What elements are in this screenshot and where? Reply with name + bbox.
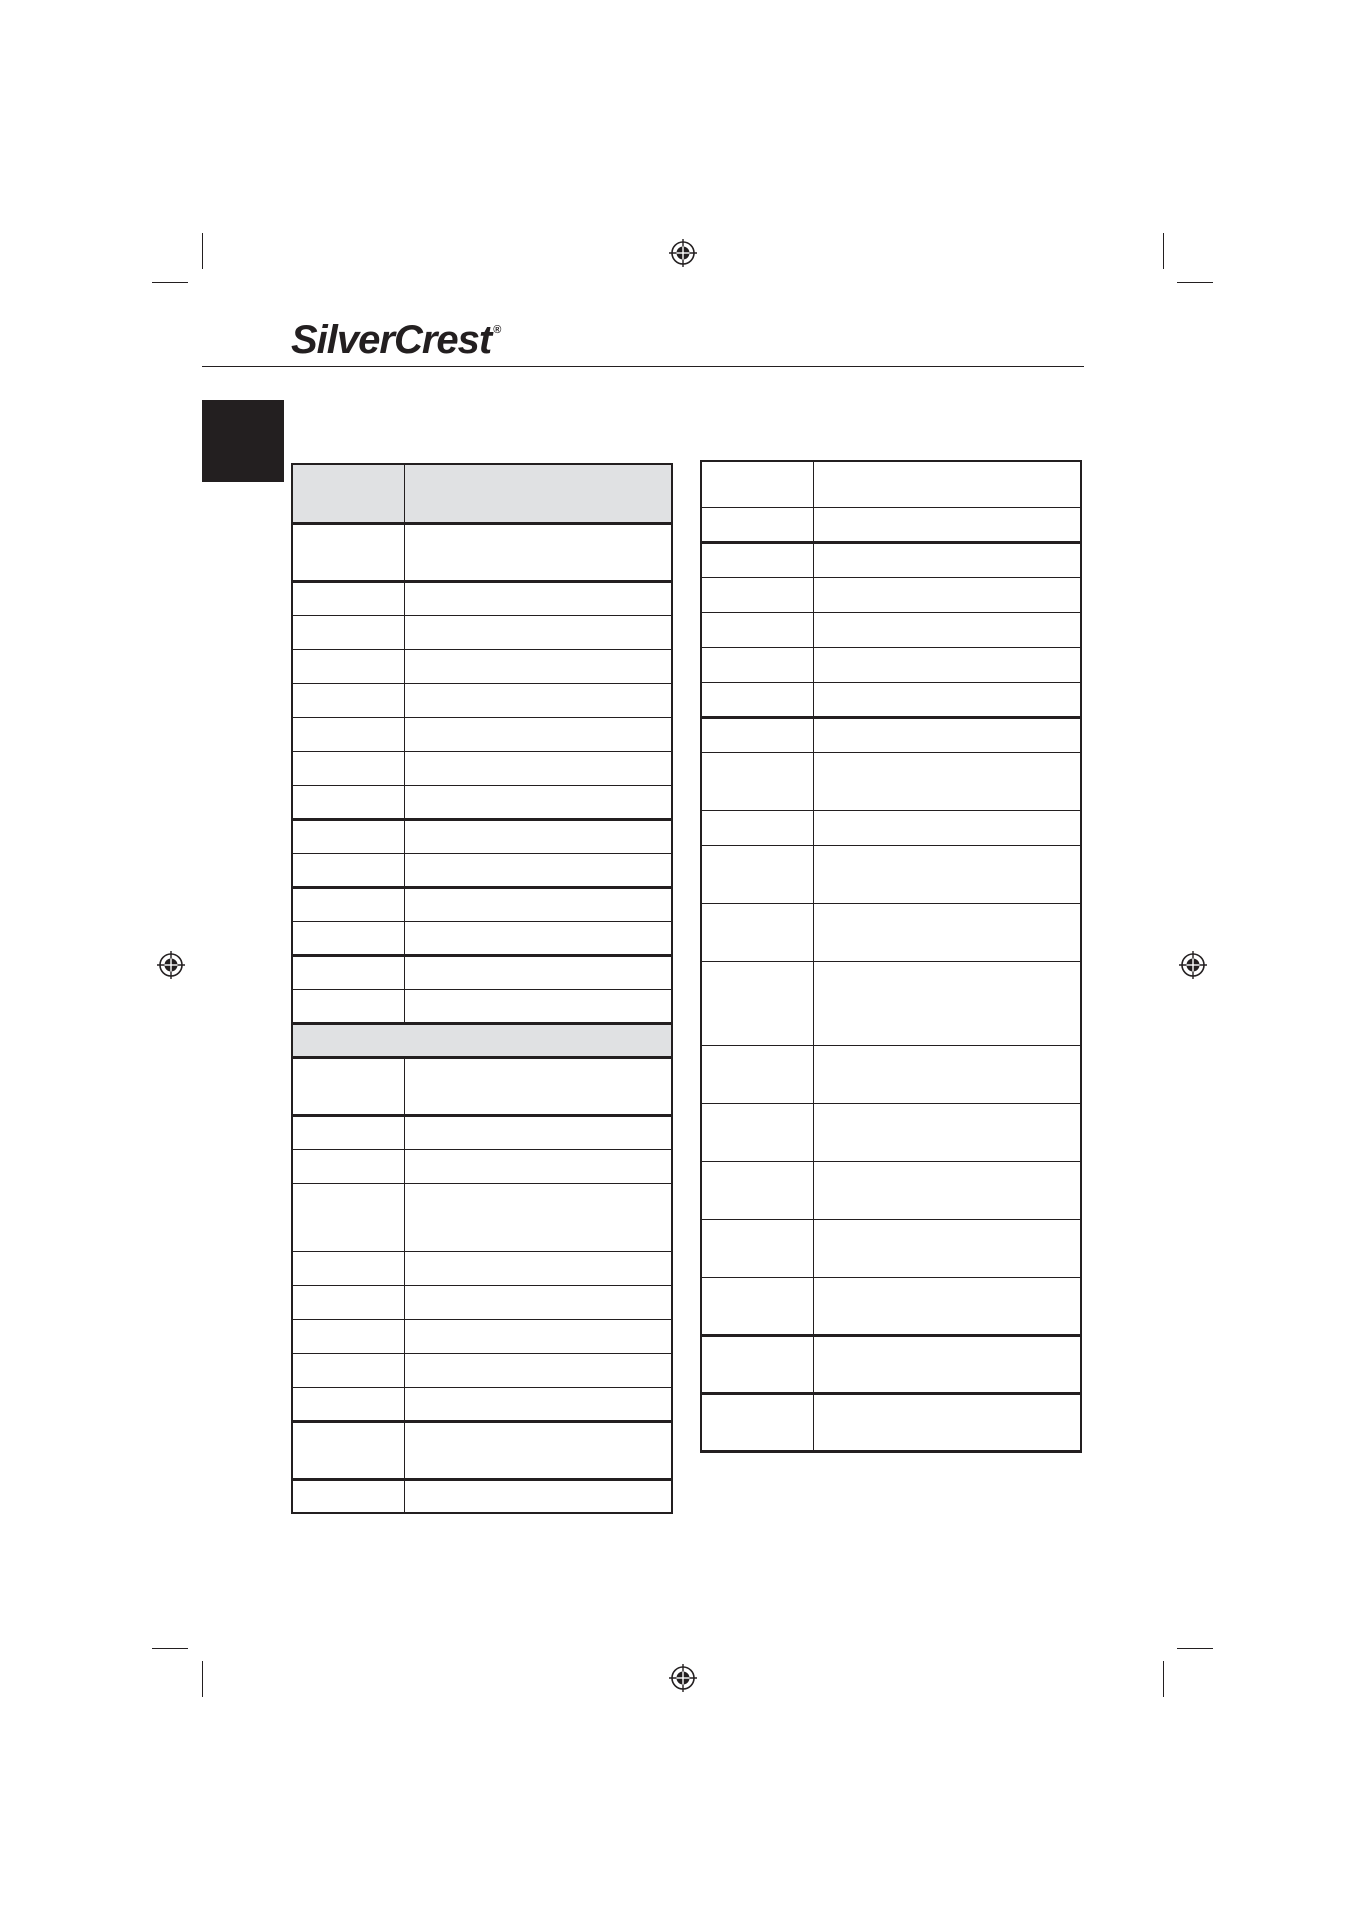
- table-row: [701, 752, 1081, 810]
- table-cell: [292, 1319, 404, 1353]
- registration-target-icon: [1178, 950, 1208, 980]
- table-cell: [404, 1353, 672, 1387]
- table-row: [292, 523, 672, 581]
- table-cell: [813, 961, 1081, 1045]
- table-cell: [292, 853, 404, 887]
- table-section-row: [292, 1023, 672, 1057]
- table-row: [292, 1421, 672, 1479]
- table-cell: [292, 649, 404, 683]
- table-cell: [404, 955, 672, 989]
- table-cell: [813, 810, 1081, 845]
- table-cell: [292, 819, 404, 853]
- table-row: [292, 1149, 672, 1183]
- table-cell: [701, 577, 813, 612]
- table-row: [701, 1335, 1081, 1393]
- crop-mark-top-left-horizontal: [152, 282, 188, 283]
- table-cell: [404, 1115, 672, 1149]
- table-cell: [813, 752, 1081, 810]
- table-cell: [292, 581, 404, 615]
- table-row: [701, 1103, 1081, 1161]
- table-cell: [813, 1161, 1081, 1219]
- table-cell: [813, 1045, 1081, 1103]
- table-row: [701, 1219, 1081, 1277]
- table-cell: [404, 649, 672, 683]
- table-row: [701, 577, 1081, 612]
- crop-mark-bottom-left-vertical: [202, 1661, 203, 1697]
- table-row: [701, 717, 1081, 752]
- table-row: [292, 751, 672, 785]
- table-row: [292, 785, 672, 819]
- left-table: [291, 463, 673, 1514]
- table-row: [701, 647, 1081, 682]
- table-cell: [292, 887, 404, 921]
- table-cell: [292, 921, 404, 955]
- table-row: [701, 903, 1081, 961]
- table-cell: [292, 1183, 404, 1251]
- table-cell: [404, 785, 672, 819]
- table-cell: [813, 1335, 1081, 1393]
- table-cell: [292, 683, 404, 717]
- table-row: [701, 507, 1081, 542]
- table-cell: [701, 1045, 813, 1103]
- table-row: [292, 615, 672, 649]
- table-cell: [292, 1285, 404, 1319]
- table-row: [701, 1277, 1081, 1335]
- table-row: [292, 1057, 672, 1115]
- table-cell: [813, 461, 1081, 507]
- table-cell: [292, 1057, 404, 1115]
- table-row: [701, 1045, 1081, 1103]
- table-row: [292, 1285, 672, 1319]
- table-cell: [292, 1115, 404, 1149]
- table-cell: [292, 989, 404, 1023]
- table-cell: [701, 1335, 813, 1393]
- crop-mark-bottom-right-horizontal: [1177, 1648, 1213, 1649]
- table-section-cell: [292, 1023, 672, 1057]
- table-cell: [404, 1319, 672, 1353]
- table-cell: [701, 507, 813, 542]
- table-cell: [292, 785, 404, 819]
- table-cell: [404, 887, 672, 921]
- registration-target-icon: [668, 238, 698, 268]
- table-cell: [404, 751, 672, 785]
- table-row: [292, 989, 672, 1023]
- table-cell: [813, 1277, 1081, 1335]
- table-cell: [404, 1251, 672, 1285]
- table-row: [701, 1393, 1081, 1451]
- table-cell: [404, 523, 672, 581]
- table-cell: [701, 961, 813, 1045]
- table-cell: [404, 581, 672, 615]
- table-cell: [292, 1479, 404, 1513]
- table-cell: [813, 682, 1081, 717]
- crop-mark-top-right-horizontal: [1177, 282, 1213, 283]
- table-cell: [701, 647, 813, 682]
- table-cell: [701, 903, 813, 961]
- table-row: [292, 1183, 672, 1251]
- table-cell: [404, 1149, 672, 1183]
- table-cell: [404, 989, 672, 1023]
- table-cell: [813, 577, 1081, 612]
- table-cell: [292, 615, 404, 649]
- table-cell: [404, 464, 672, 523]
- table-cell: [404, 819, 672, 853]
- table-row: [292, 1251, 672, 1285]
- table-row: [292, 1387, 672, 1421]
- table-cell: [404, 615, 672, 649]
- table-cell: [404, 1057, 672, 1115]
- table-cell: [813, 717, 1081, 752]
- crop-mark-top-right-vertical: [1163, 233, 1164, 269]
- table-cell: [701, 717, 813, 752]
- brand-logo-silver: Silver: [291, 318, 394, 362]
- table-cell: [813, 542, 1081, 577]
- registration-target-icon: [156, 950, 186, 980]
- table-cell: [813, 903, 1081, 961]
- table-cell: [701, 461, 813, 507]
- table-cell: [701, 810, 813, 845]
- table-cell: [292, 955, 404, 989]
- table-row: [292, 581, 672, 615]
- table-cell: [701, 1161, 813, 1219]
- crop-mark-bottom-right-vertical: [1163, 1661, 1164, 1697]
- table-row: [292, 887, 672, 921]
- table-cell: [292, 751, 404, 785]
- table-cell: [701, 752, 813, 810]
- table-cell: [813, 845, 1081, 903]
- table-cell: [813, 647, 1081, 682]
- table-cell: [292, 1251, 404, 1285]
- table-row: [701, 612, 1081, 647]
- table-cell: [404, 683, 672, 717]
- table-cell: [292, 1421, 404, 1479]
- table-cell: [404, 1387, 672, 1421]
- table-cell: [701, 612, 813, 647]
- table-cell: [701, 682, 813, 717]
- table-row: [292, 819, 672, 853]
- table-cell: [701, 542, 813, 577]
- table-cell: [404, 1479, 672, 1513]
- table-cell: [292, 523, 404, 581]
- table-header-row: [292, 464, 672, 523]
- table-row: [701, 682, 1081, 717]
- table-cell: [813, 612, 1081, 647]
- table-cell: [292, 717, 404, 751]
- table-row: [292, 921, 672, 955]
- table-cell: [701, 1277, 813, 1335]
- table-cell: [701, 1393, 813, 1451]
- registered-mark: ®: [493, 324, 501, 336]
- table-row: [292, 853, 672, 887]
- table-row: [292, 717, 672, 751]
- header-rule: [202, 366, 1084, 367]
- table-cell: [813, 1393, 1081, 1451]
- brand-logo: [291, 318, 500, 363]
- table-cell: [701, 1219, 813, 1277]
- table-cell: [701, 1103, 813, 1161]
- table-cell: [404, 1183, 672, 1251]
- table-cell: [404, 921, 672, 955]
- table-row: [292, 683, 672, 717]
- right-table: [700, 460, 1082, 1453]
- language-tab: [202, 400, 284, 482]
- table-row: [292, 1115, 672, 1149]
- crop-mark-bottom-left-horizontal: [152, 1648, 188, 1649]
- brand-logo-crest: Crest: [393, 318, 492, 362]
- table-row: [292, 955, 672, 989]
- table-row: [701, 1161, 1081, 1219]
- table-cell: [813, 1103, 1081, 1161]
- table-cell: [404, 1421, 672, 1479]
- table-row: [701, 542, 1081, 577]
- table-cell: [292, 1387, 404, 1421]
- table-cell: [292, 1149, 404, 1183]
- table-cell: [813, 1219, 1081, 1277]
- table-cell: [404, 1285, 672, 1319]
- table-row: [701, 845, 1081, 903]
- table-cell: [813, 507, 1081, 542]
- table-row: [292, 649, 672, 683]
- table-cell: [404, 717, 672, 751]
- table-row: [701, 961, 1081, 1045]
- registration-target-icon: [668, 1663, 698, 1693]
- table-row: [292, 1479, 672, 1513]
- table-row: [292, 1353, 672, 1387]
- table-row: [701, 461, 1081, 507]
- table-cell: [701, 845, 813, 903]
- table-row: [701, 810, 1081, 845]
- crop-mark-top-left-vertical: [202, 233, 203, 269]
- table-cell: [292, 464, 404, 523]
- table-cell: [404, 853, 672, 887]
- table-cell: [292, 1353, 404, 1387]
- table-row: [292, 1319, 672, 1353]
